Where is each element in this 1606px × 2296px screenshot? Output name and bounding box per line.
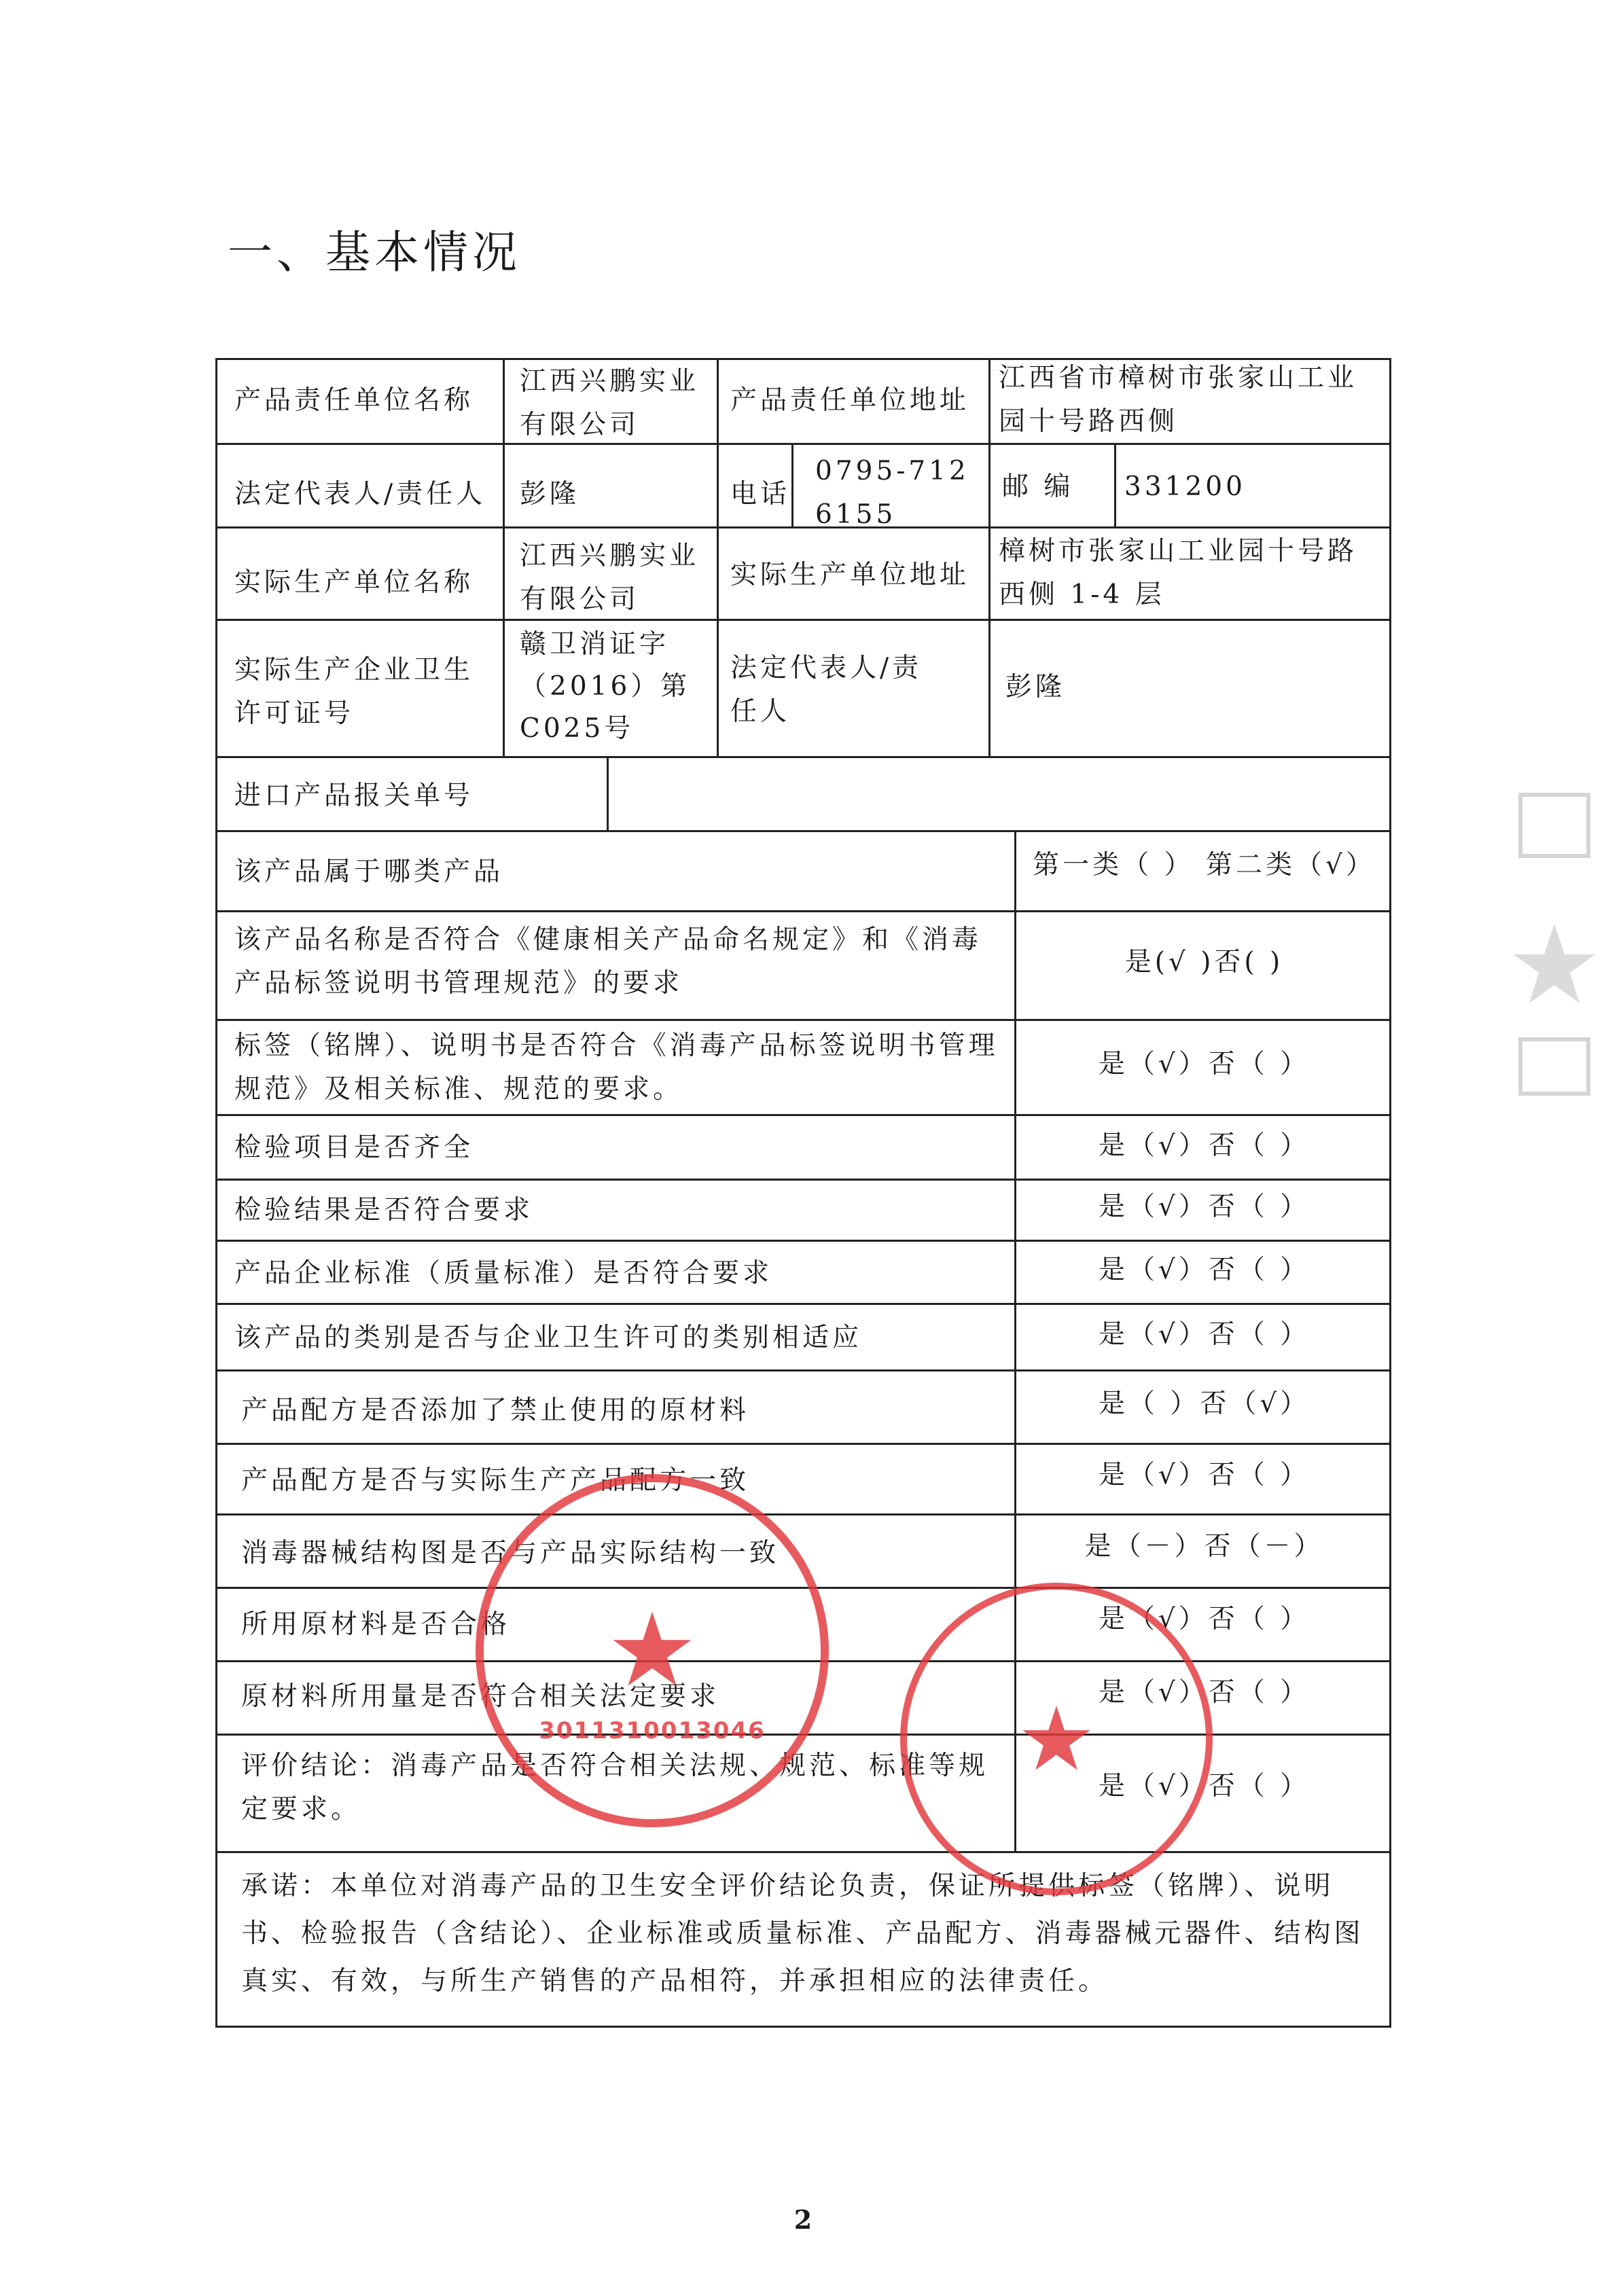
edge-seal-fragment: [1514, 781, 1595, 1134]
legal-rep: 彭隆: [520, 479, 580, 509]
check-q-8: 产品配方是否与实际生产产品配方一致: [241, 1465, 750, 1496]
actual-unit-name: 江西兴鹏实业有限公司: [520, 541, 700, 615]
postcode: 331200: [1124, 471, 1246, 502]
actual-legal-rep-label: 法定代表人/责任人: [730, 653, 923, 727]
check-a-6: 是（√）否（ ）: [1098, 1319, 1310, 1350]
page-heading: 一、基本情况: [228, 226, 521, 279]
license-label: 实际生产企业卫生许可证号: [234, 655, 474, 729]
actual-unit-name-label: 实际生产单位名称: [234, 567, 474, 598]
check-a-5: 是（√）否（ ）: [1098, 1255, 1310, 1285]
check-q-11: 原材料所用量是否符合相关法定要求: [241, 1681, 720, 1712]
postcode-label: 邮 编: [1002, 471, 1074, 502]
check-a-2: 是（√）否（ ）: [1098, 1049, 1310, 1079]
page-number: 2: [793, 2204, 813, 2235]
check-q-2: 标签（铭牌）、说明书是否符合《消毒产品标签说明书管理规范》及相关标准、规范的要求。: [234, 1030, 999, 1105]
actual-unit-address-label: 实际生产单位地址: [730, 560, 970, 590]
check-a-10: 是（√）否（ ）: [1098, 1604, 1310, 1634]
customs-label: 进口产品报关单号: [234, 781, 474, 811]
license: 赣卫消证字（2016）第C025号: [520, 629, 691, 744]
seal-code: 3011310013046: [539, 1717, 766, 1744]
check-a-8: 是（√）否（ ）: [1098, 1460, 1310, 1490]
responsible-unit-address: 江西省市樟树市张家山工业园十号路西侧: [999, 363, 1358, 437]
check-a-9: 是（－）否（－）: [1084, 1531, 1324, 1562]
promise-text: 承诺：本单位对消毒产品的卫生安全评价结论负责，保证所提供标签（铭牌）、说明书、检验报告（含结论）、企业标准或质量标准、产品配方、消毒器械元器件、结构图真实、有效，与所生产销售的产品相符，并承担相应的法律责任。: [241, 1871, 1364, 1996]
responsible-unit-address-label: 产品责任单位地址: [730, 385, 970, 416]
actual-unit-address: 樟树市张家山工业园十号路西侧 1-4 层: [999, 536, 1358, 610]
check-a-7: 是（ ）否（√）: [1098, 1388, 1310, 1419]
legal-rep-label: 法定代表人/责任人: [234, 479, 486, 509]
check-q-3: 检验项目是否齐全: [234, 1132, 474, 1163]
seal-star-icon: ★: [1016, 1687, 1096, 1791]
company-seal-right: [900, 1583, 1213, 1895]
responsible-unit-name-label: 产品责任单位名称: [234, 385, 474, 416]
check-q-9: 消毒器械结构图是否与产品实际结构一致: [241, 1538, 780, 1568]
company-seal-left: [476, 1474, 829, 1827]
check-q-10: 所用原材料是否合格: [241, 1609, 511, 1640]
phone-label: 电话: [730, 479, 791, 509]
seal-star-icon: ★: [606, 1592, 698, 1710]
actual-legal-rep: 彭隆: [1005, 672, 1066, 702]
check-a-1: 是(√ )否( ): [1124, 947, 1284, 977]
check-q-0: 该产品属于哪类产品: [234, 857, 504, 887]
check-a-11: 是（√）否（ ）: [1098, 1677, 1310, 1708]
check-a-3: 是（√）否（ ）: [1098, 1130, 1310, 1161]
check-q-1: 该产品名称是否符合《健康相关产品命名规定》和《消毒产品标签说明书管理规范》的要求: [234, 925, 982, 999]
responsible-unit-name: 江西兴鹏实业有限公司: [520, 366, 700, 440]
check-a-4: 是（√）否（ ）: [1098, 1191, 1310, 1222]
check-q-5: 产品企业标准（质量标准）是否符合要求: [234, 1258, 773, 1289]
check-q-7: 产品配方是否添加了禁止使用的原材料: [241, 1395, 750, 1426]
phone: 0795-7126155: [815, 456, 969, 530]
check-q-4: 检验结果是否符合要求: [234, 1195, 534, 1225]
check-a-12: 是（√）否（ ）: [1098, 1771, 1310, 1801]
check-q-12: 评价结论：消毒产品是否符合相关法规、规范、标准等规定要求。: [241, 1751, 989, 1825]
check-a-0: 第一类（ ） 第二类（√）: [1033, 850, 1376, 880]
check-q-6: 该产品的类别是否与企业卫生许可的类别相适应: [234, 1323, 863, 1353]
